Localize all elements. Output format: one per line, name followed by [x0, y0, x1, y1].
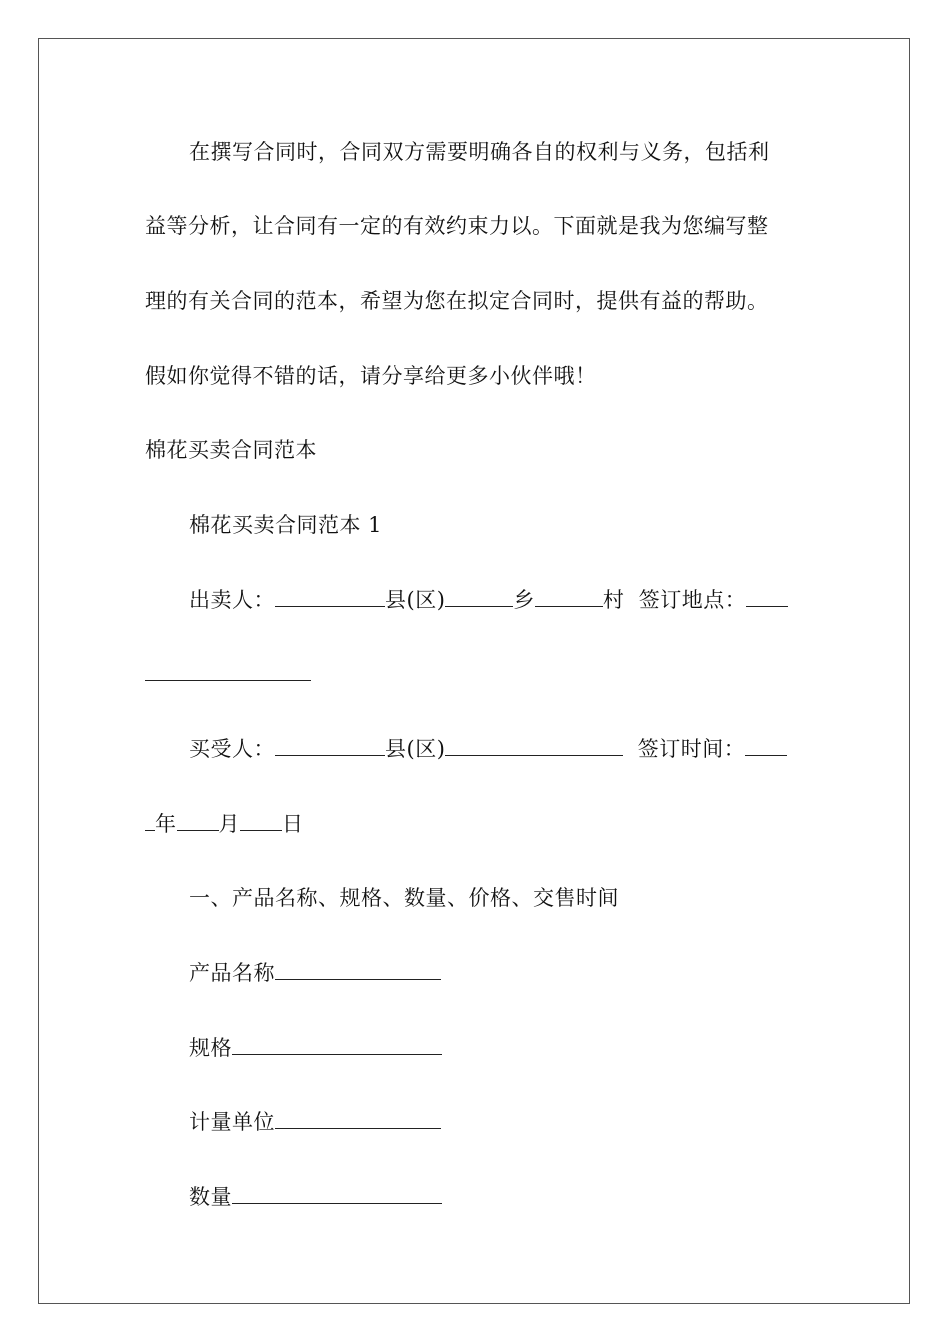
section-title: 棉花买卖合同范本 [145, 438, 317, 462]
intro-line-1: 在撰写合同时，合同双方需要明确各自的权利与义务，包括利 [189, 140, 770, 164]
month-blank[interactable] [177, 810, 219, 831]
unit-field [189, 1108, 441, 1136]
intro-line-4: 假如你觉得不错的话，请分享给更多小伙伴哦！ [145, 364, 597, 388]
sign-place-blank[interactable] [746, 586, 788, 607]
intro-line-2: 益等分析，让合同有一定的有效约束力以。下面就是我为您编写整 [145, 214, 769, 238]
sign-time-blank[interactable] [745, 735, 787, 756]
day-label: 日 [282, 812, 304, 836]
buyer-name-blank[interactable] [275, 735, 385, 756]
year-blank[interactable] [145, 810, 155, 831]
seller-county-blank[interactable] [445, 586, 513, 607]
date-line [145, 810, 304, 838]
spec-blank[interactable] [232, 1034, 442, 1055]
sign-place-continuation [145, 660, 311, 688]
buyer-label: 买受人： [189, 737, 275, 761]
quantity-field [189, 1183, 442, 1211]
product-name-label: 产品名称 [189, 961, 275, 985]
seller-village-label: 村 [602, 588, 625, 612]
product-name-field [189, 959, 441, 987]
quantity-label: 数量 [189, 1185, 232, 1209]
seller-line [189, 586, 788, 614]
year-label: 年 [155, 812, 177, 836]
buyer-county-label: 县(区) [385, 737, 446, 761]
seller-label: 出卖人： [189, 588, 275, 612]
sub-title: 棉花买卖合同范本 1 [189, 513, 383, 537]
day-blank[interactable] [240, 810, 282, 831]
quantity-blank[interactable] [232, 1183, 442, 1204]
buyer-line [189, 735, 787, 763]
intro-line-3: 理的有关合同的范本，希望为您在拟定合同时，提供有益的帮助。 [145, 289, 769, 313]
spec-field [189, 1034, 442, 1062]
product-name-blank[interactable] [275, 959, 441, 980]
seller-name-blank[interactable] [275, 586, 385, 607]
seller-township-label: 乡 [513, 588, 535, 612]
month-label: 月 [218, 812, 240, 836]
sign-time-label: 签订时间： [637, 737, 746, 761]
seller-township-blank[interactable] [535, 586, 603, 607]
unit-label: 计量单位 [189, 1110, 275, 1134]
clause-1-title: 一、产品名称、规格、数量、价格、交售时间 [189, 886, 619, 910]
seller-county-label: 县(区) [385, 588, 446, 612]
buyer-county-blank[interactable] [445, 735, 623, 756]
sign-place-blank-cont[interactable] [145, 660, 311, 681]
sign-place-label: 签订地点： [638, 588, 747, 612]
spec-label: 规格 [189, 1036, 232, 1060]
unit-blank[interactable] [275, 1108, 441, 1129]
